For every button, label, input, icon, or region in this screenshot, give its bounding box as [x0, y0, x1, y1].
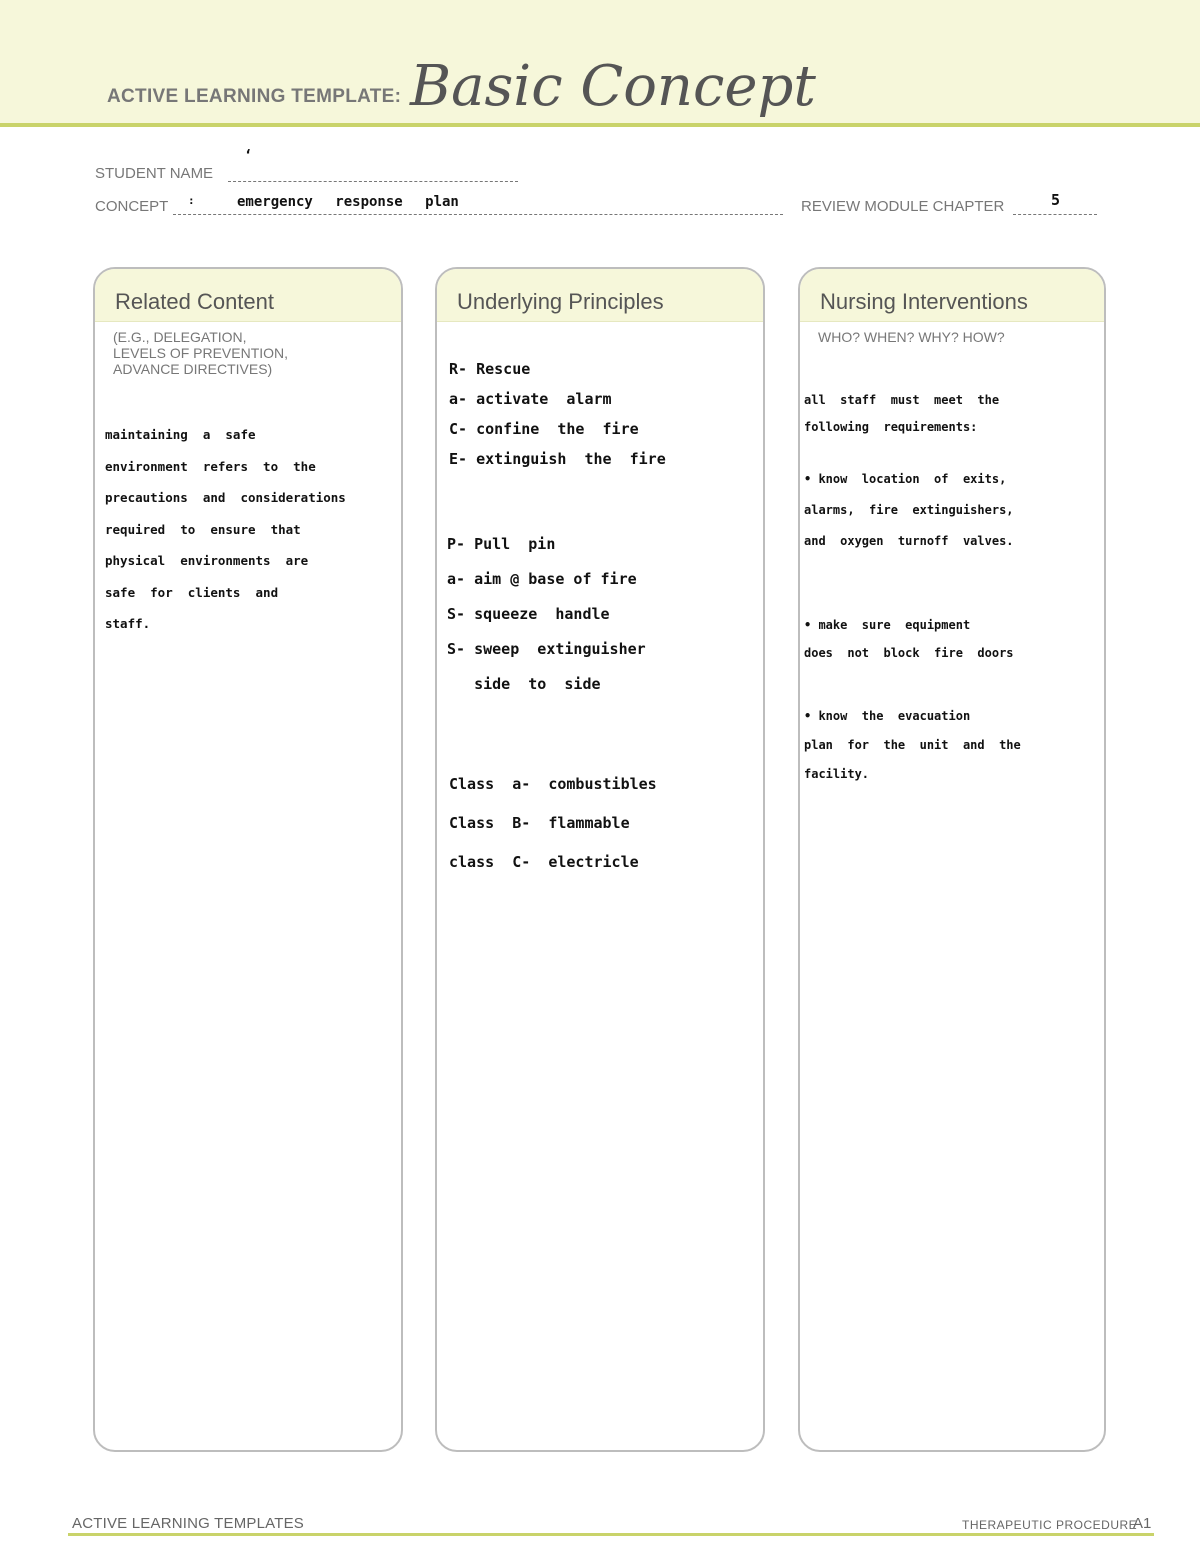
- concept-label: CONCEPT: [95, 198, 169, 215]
- fire-class-notes: Class a- combustibles Class B- flammable class C- electricle: [449, 775, 657, 871]
- template-title: Basic Concept: [410, 54, 816, 119]
- interventions-bullet-exits: • know location of exits, alarms, fire extinguishers, and oxygen turnoff valves.: [804, 472, 1014, 548]
- pass-notes: P- Pull pin a- aim @ base of fire S- squeeze handle S- sweep extinguisher side to side: [447, 535, 646, 693]
- interventions-intro: all staff must meet the following requirements:: [804, 393, 1000, 434]
- student-name-label: STUDENT NAME: [95, 165, 214, 182]
- concept-line[interactable]: [173, 214, 783, 215]
- related-content-panel: [93, 267, 403, 1452]
- underlying-principles-panel: [435, 267, 765, 1452]
- concept-colon-mark: :: [188, 194, 195, 207]
- review-module-label: REVIEW MODULE CHAPTER: [801, 198, 1005, 215]
- nursing-interventions-panel: [798, 267, 1106, 1452]
- review-module-line[interactable]: [1013, 214, 1097, 215]
- student-name-value: ‘: [244, 148, 253, 164]
- footer-page-number: A1: [1133, 1515, 1152, 1532]
- nursing-interventions-title: Nursing Interventions: [820, 289, 1028, 314]
- race-notes: R- Rescue a- activate alarm C- confine the fire E- extinguish the fire: [449, 360, 666, 468]
- related-content-subtitle: (E.G., DELEGATION, LEVELS OF PREVENTION, ADVANCE DIRECTIVES): [113, 329, 289, 377]
- related-content-title: Related Content: [115, 289, 274, 314]
- concept-value: emergency response plan: [237, 194, 459, 210]
- template-label: ACTIVE LEARNING TEMPLATE:: [107, 86, 402, 107]
- interventions-bullet-evacuation: • know the evacuation plan for the unit and the facility.: [804, 709, 1021, 781]
- footer-right-label: THERAPEUTIC PROCEDURE: [962, 1518, 1138, 1532]
- interventions-bullet-equipment: • make sure equipment does not block fire doors: [804, 618, 1014, 660]
- footer-rule: [68, 1533, 1154, 1536]
- related-content-notes: maintaining a safe environment refers to the precautions and considerations required to ensure that physical environments are safe for clients and staff.: [105, 427, 346, 631]
- student-name-line[interactable]: [228, 181, 518, 182]
- underlying-principles-title: Underlying Principles: [457, 289, 664, 314]
- footer-left-label: ACTIVE LEARNING TEMPLATES: [72, 1515, 304, 1532]
- review-module-value: 5: [1051, 191, 1061, 209]
- header-rule: [0, 123, 1200, 127]
- nursing-interventions-subtitle: WHO? WHEN? WHY? HOW?: [818, 329, 1005, 345]
